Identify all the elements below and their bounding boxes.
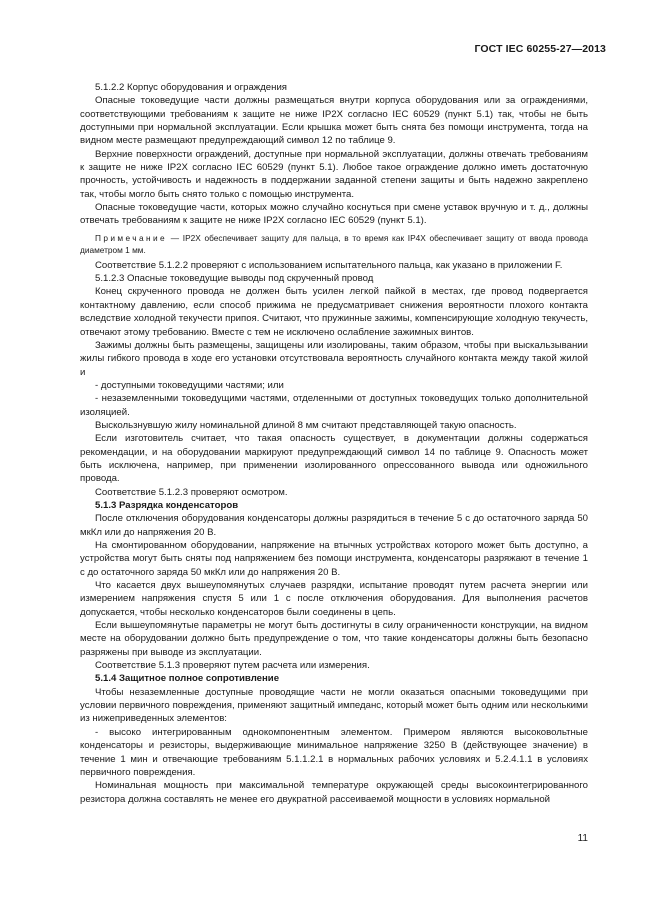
paragraph: Зажимы должны быть размещены, защищены или изолированы, таким образом, чтобы при выскальзывании жилы гибкого провода в ходе его установки отсутствовала вероятность случайного контакта между такой жилой и — [80, 339, 588, 378]
page-body — [80, 81, 588, 806]
paragraph: Опасные токоведущие части, которых можно случайно коснуться при смене уставок вручную и т. д., должны отвечать требованиям к защите не ниже IP2X согласно IEC 60529 (пункт 5.1). — [80, 202, 588, 227]
paragraph: Если вышеупомянутые параметры не могут быть достигнуты в силу ограниченности конструкции, на видном месте на оборудовании должно быть предупреждение о том, что такие конденсаторы должны быть безопасно разряжены при выводе из эксплуатации. — [80, 620, 588, 658]
paragraph: Если изготовитель считает, что такая опасность существует, в документации должны содержаться рекомендации, и на оборудовании маркируют предупреждающий символ 14 по таблице 9. Опасность может быть исключена, например, при применении изолированного опрессованного вывода или одножильного провода. — [80, 433, 588, 485]
section-heading-5-1-2-3: 5.1.2.3 Опасные токоведущие выводы под скрученный провод — [95, 273, 374, 285]
section-heading-5-1-3: 5.1.3 Разрядка конденсаторов — [95, 499, 239, 511]
paragraph: Выскользнувшую жилу номинальной длиной 8 мм считают представляющей такую опасность. — [95, 419, 517, 431]
list-item: - незаземленными токоведущими частями, отделенными от доступных токоведущих только дополнительной изоляцией. — [80, 393, 588, 418]
list-item: - высоко интегрированным однокомпонентным элементом. Примером являются высоковольтные конденсаторы и резисторы, выдерживающие минимальное напряжение 3250 В (действующее значение) в течение 1 мин и отвечающие требованиям 5.1.1.2.1 в нормальных рабочих условиях и 5.2.4.1.1 в условиях первичного повреждения. — [80, 726, 588, 778]
paragraph: Опасные токоведущие части должны размещаться внутри корпуса оборудования или за ограждениями, соответствующими требованиям к защите не ниже IP2X согласно IEC 60529 (пункт 5.1) так, чтобы не быть доступными при нормальной эксплуатации. Если крышка может быть снята без помощи инструмента, тогда на видном месте размещают предупреждающий символ 12 по таблице 9. — [80, 95, 588, 147]
paragraph: Номинальная мощность при максимальной температуре окружающей среды высокоинтегрированного резистора должна составлять не менее его двукратной рассеиваемой мощности в условиях нормальной — [80, 780, 588, 805]
page-number: 11 — [577, 833, 588, 844]
section-heading-5-1-2-2: 5.1.2.2 Корпус оборудования и ограждения — [95, 82, 287, 93]
paragraph: Чтобы незаземленные доступные проводящие части не могли оказаться опасными токоведущими при условии первичного повреждения, применяют защитный импеданс, который может быть одним или несколькими из нижеприведенных элементов: — [80, 686, 588, 725]
standard-header: ГОСТ IEC 60255-27—2013 — [474, 43, 606, 55]
paragraph: Верхние поверхности ограждений, доступные при нормальной эксплуатации, должны отвечать требованиям к защите не ниже IP2X согласно IEC 60529 (пункт 5.1). Любое такое ограждение должно иметь достаточную прочность, устойчивость и надежность в поддержании заданной степени защиты и быть надежно закреплено так, чтобы могло быть снято только с помощью инструмента. — [80, 148, 588, 200]
note — [80, 232, 588, 256]
paragraph: Конец скрученного провода не должен быть усилен легкой пайкой в местах, где провод подвергается контактному давлению, если способ прижима не предусматривает снижения вероятности плохого контакта вследствие холодной текучести припоя. Считают, что пружинные зажимы, компенсирующие холодную текучесть, отвечают этому требованию. Вместе с тем не исключено ослабление зажимных винтов. — [80, 286, 588, 338]
paragraph: Соответствие 5.1.2.3 проверяют осмотром. — [95, 486, 288, 498]
note-text: — IP2X обеспечивает защиту для пальца, в то время как IP4X обеспечивает защиту от ввода провода диаметром 1 мм. — [80, 232, 588, 255]
paragraph: После отключения оборудования конденсаторы должны разрядиться в течение 5 с до остаточного заряда 50 мкКл или до напряжения 20 В. — [80, 513, 588, 538]
paragraph: На смонтированном оборудовании, напряжение на втычных устройствах которого может быть доступно, а устройства могут быть сняты под напряжением без помощи инструмента, конденсаторы разряжают в течение 1 с до остаточного заряда 50 мкКл или до напряжения 20 В. — [80, 540, 588, 578]
paragraph: Соответствие 5.1.3 проверяют путем расчета или измерения. — [95, 660, 370, 672]
paragraph: Соответствие 5.1.2.2 проверяют с использованием испытательного пальца, как указано в приложении F. — [95, 259, 563, 271]
section-heading-5-1-4: 5.1.4 Защитное полное сопротивление — [95, 673, 280, 685]
list-item: - доступными токоведущими частями; или — [95, 379, 284, 391]
paragraph: Что касается двух вышеупомянутых случаев разрядки, испытание проводят путем расчета энергии или измерением напряжения спустя 5 или 1 с после отключения оборудования. Для выполнения расчетов допускается, чтобы несколько конденсаторов были соединены в цепь. — [80, 580, 588, 618]
note-label: Примечание — [95, 232, 168, 243]
